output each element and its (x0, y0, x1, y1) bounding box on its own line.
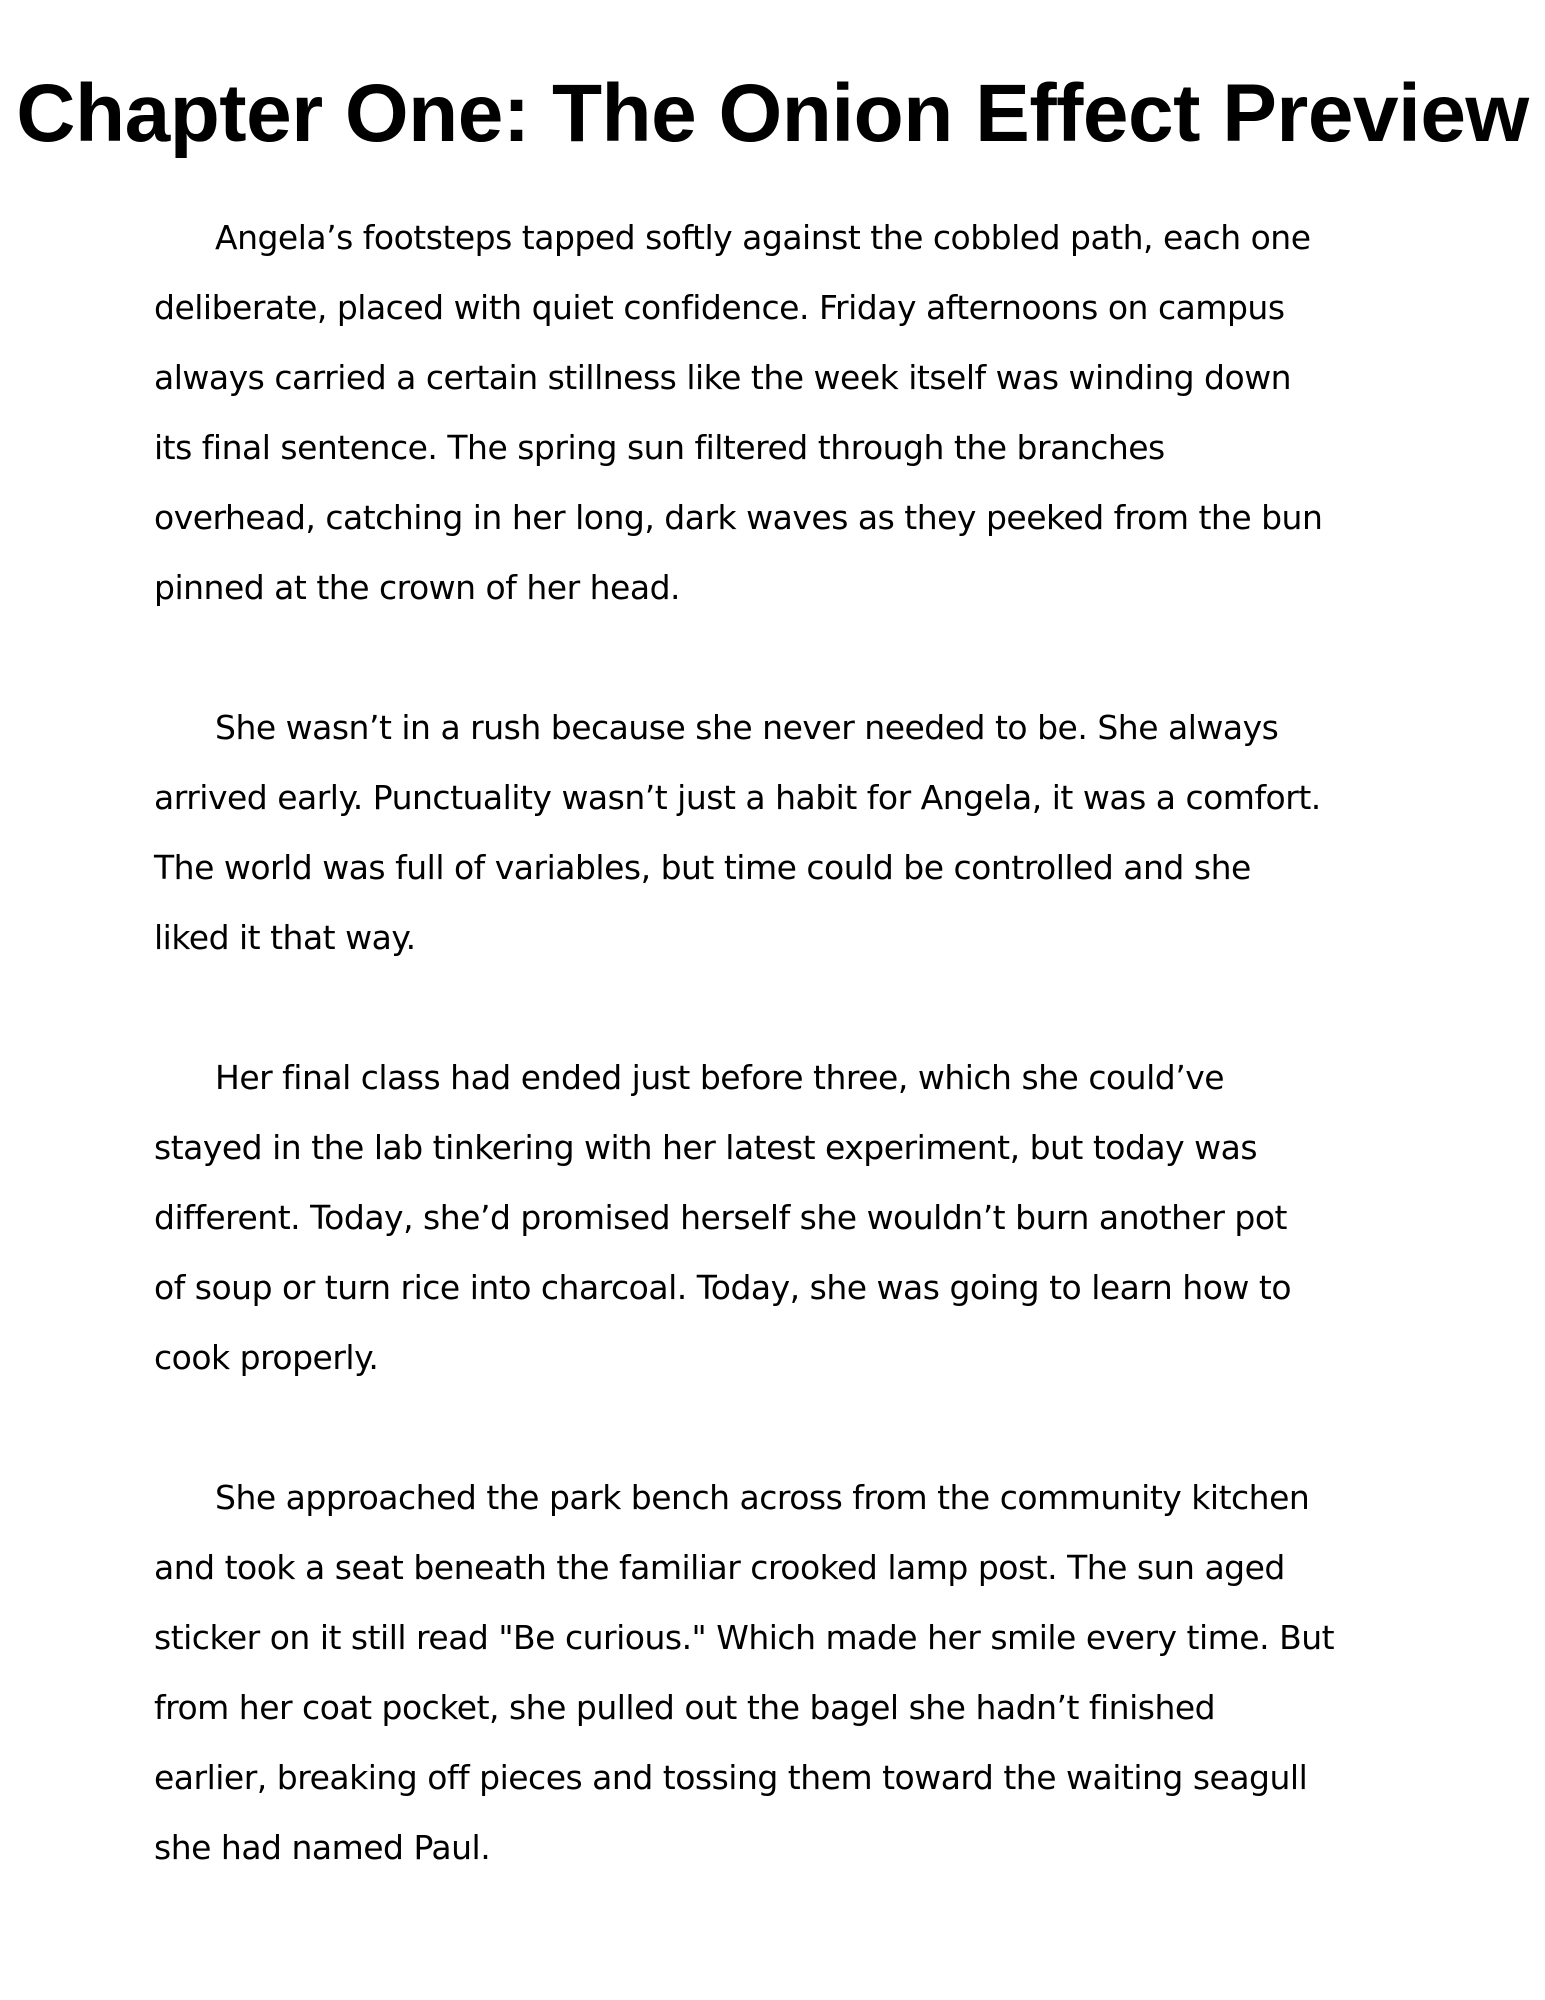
text-line: she had named Paul. (154, 1828, 491, 1867)
text-line: overhead, catching in her long, dark waves as they peeked from the bun (154, 498, 1323, 537)
text-line: arrived early. Punctuality wasn’t just a habit for Angela, it was a comfort. (154, 778, 1321, 817)
paragraph (154, 203, 1394, 623)
text-line: liked it that way. (154, 918, 416, 957)
text-line: always carried a certain stillness like the week itself was winding down (154, 358, 1292, 397)
text-line: deliberate, placed with quiet confidence. Friday afternoons on campus (154, 288, 1285, 327)
text-line: She wasn’t in a rush because she never needed to be. She always (215, 708, 1279, 747)
text-line: cook properly. (154, 1338, 379, 1377)
text-line: its final sentence. The spring sun filtered through the branches (154, 428, 1165, 467)
text-line: Her final class had ended just before three, which she could’ve (215, 1058, 1225, 1097)
chapter-title: Chapter One: The Onion Effect Preview (16, 68, 1529, 159)
chapter-body (154, 203, 1394, 1953)
text-line: The world was full of variables, but time could be controlled and she (154, 848, 1251, 887)
text-line: and took a seat beneath the familiar crooked lamp post. The sun aged (154, 1548, 1285, 1587)
text-line: sticker on it still read "Be curious." Which made her smile every time. But (154, 1618, 1335, 1657)
paragraph (154, 1463, 1394, 1883)
text-line: She approached the park bench across from the community kitchen (215, 1478, 1310, 1517)
paragraph (154, 693, 1394, 973)
text-line: Angela’s footsteps tapped softly against the cobbled path, each one (215, 218, 1311, 257)
text-line: earlier, breaking off pieces and tossing them toward the waiting seagull (154, 1758, 1308, 1797)
text-line: different. Today, she’d promised herself she wouldn’t burn another pot (154, 1198, 1287, 1237)
text-line: from her coat pocket, she pulled out the bagel she hadn’t finished (154, 1688, 1216, 1727)
text-line: of soup or turn rice into charcoal. Today, she was going to learn how to (154, 1268, 1292, 1307)
paragraph (154, 1043, 1394, 1393)
text-line: pinned at the crown of her head. (154, 568, 681, 607)
text-line: stayed in the lab tinkering with her latest experiment, but today was (154, 1128, 1258, 1167)
